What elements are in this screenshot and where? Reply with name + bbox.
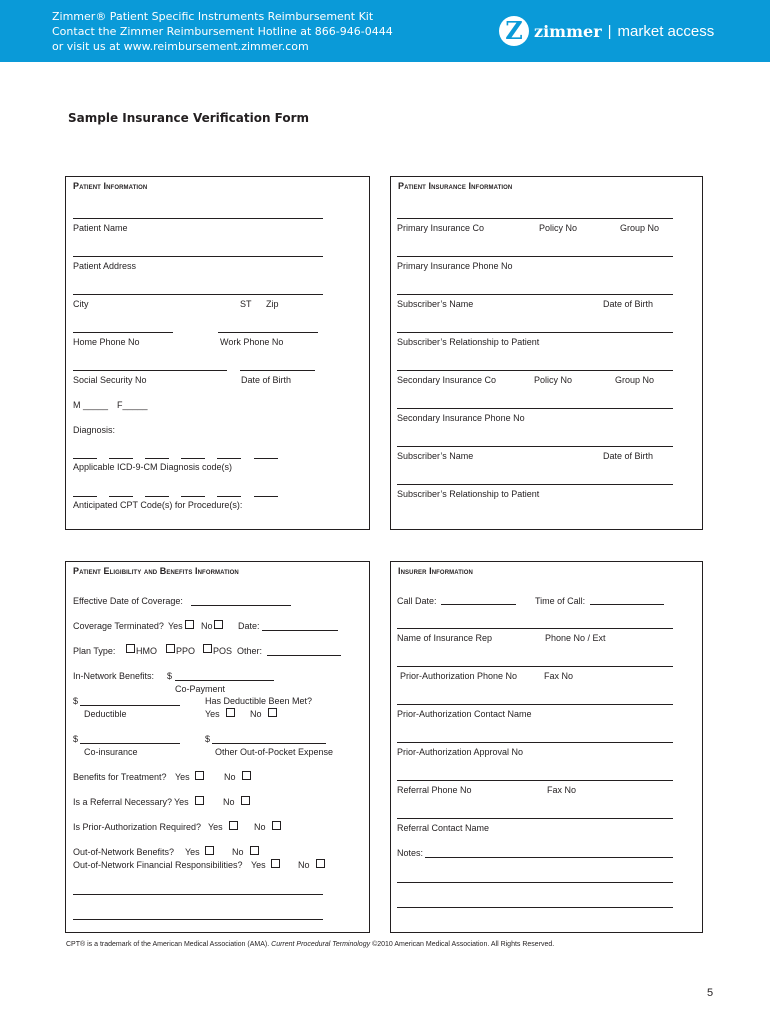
- footer-text: CPT® is a trademark of the American Medical Association (AMA).: [66, 941, 270, 948]
- deductible-yes-label: Yes: [205, 709, 220, 719]
- prior-auth-fax-label: Fax No: [544, 671, 574, 681]
- icd-code-line[interactable]: [109, 458, 133, 459]
- oon-benefits-no-label: No: [232, 847, 244, 857]
- patient-name-label: Patient Name: [73, 223, 128, 233]
- cpt-code-line[interactable]: [145, 496, 169, 497]
- city-line[interactable]: [73, 294, 323, 295]
- time-of-call-field[interactable]: [590, 604, 664, 605]
- oon-resp-yes-checkbox[interactable]: [271, 859, 280, 868]
- hmo-checkbox[interactable]: [126, 644, 135, 653]
- referral-yes-label: Yes: [174, 797, 189, 807]
- notes-line[interactable]: [397, 882, 673, 883]
- plan-other-label: Other:: [237, 646, 263, 656]
- treatment-yes-checkbox[interactable]: [195, 771, 204, 780]
- ppo-checkbox[interactable]: [166, 644, 175, 653]
- page-title: Sample Insurance Verification Form: [68, 111, 310, 125]
- deductible-no-label: No: [250, 709, 262, 719]
- plan-type-label: Plan Type:: [73, 646, 116, 656]
- footer-italic: Current Procedural Terminology: [271, 941, 371, 948]
- work-phone-label: Work Phone No: [220, 337, 284, 347]
- referral-contact-line[interactable]: [397, 818, 673, 819]
- prior-auth-phone-label: Prior-Authorization Phone No: [400, 671, 518, 681]
- deductible-dollar: $: [73, 696, 79, 706]
- kit-title: Zimmer® Patient Specific Instruments Reimbursement Kit: [52, 10, 374, 23]
- oon-benefits-yes-checkbox[interactable]: [205, 846, 214, 855]
- subscriber2-name-label: Subscriber’s Name: [397, 451, 474, 461]
- relationship2-label: Subscriber’s Relationship to Patient: [397, 489, 540, 499]
- subscriber-name-line[interactable]: [397, 294, 673, 295]
- hotline-text: Contact the Zimmer Reimbursement Hotline at 866-946-0444: [52, 25, 393, 38]
- ppo-label: PPO: [176, 646, 196, 656]
- st-label: ST: [240, 299, 252, 309]
- cpt-code-line[interactable]: [73, 496, 97, 497]
- deductible-met-label: Has Deductible Been Met?: [205, 696, 313, 706]
- time-of-call-label: Time of Call:: [535, 596, 586, 606]
- primary-group-label: Group No: [620, 223, 660, 233]
- call-date-field[interactable]: [441, 604, 516, 605]
- prior-auth-approval-label: Prior-Authorization Approval No: [397, 747, 524, 757]
- home-phone-line[interactable]: [73, 332, 173, 333]
- diagnosis-label: Diagnosis:: [73, 425, 116, 435]
- notes-label: Notes:: [397, 848, 424, 858]
- work-phone-line[interactable]: [218, 332, 318, 333]
- patient-insurance-heading: Patient Insurance Information: [398, 181, 513, 191]
- zip-label: Zip: [266, 299, 279, 309]
- deductible-no-checkbox[interactable]: [268, 708, 277, 717]
- primary-phone-line[interactable]: [397, 256, 673, 257]
- eligibility-heading: Patient Eligibility and Benefits Information: [73, 566, 239, 576]
- oon-benefits-no-checkbox[interactable]: [250, 846, 259, 855]
- hmo-label: HMO: [136, 646, 157, 656]
- effective-date-label: Effective Date of Coverage:: [73, 596, 183, 606]
- subscriber2-dob-label: Date of Birth: [603, 451, 654, 461]
- logo-separator: |: [607, 22, 612, 40]
- cpt-codes-label: Anticipated CPT Code(s) for Procedure(s):: [73, 500, 243, 510]
- benefits-treatment-label: Benefits for Treatment?: [73, 772, 167, 782]
- patient-dob-label: Date of Birth: [241, 375, 292, 385]
- icd-code-line[interactable]: [73, 458, 97, 459]
- deductible-label: Deductible: [84, 709, 127, 719]
- referral-no-checkbox[interactable]: [241, 796, 250, 805]
- ssn-line[interactable]: [73, 370, 227, 371]
- subscriber2-name-line[interactable]: [397, 446, 673, 447]
- treatment-no-checkbox[interactable]: [242, 771, 251, 780]
- male-field[interactable]: M _____: [73, 400, 109, 410]
- call-date-label: Call Date:: [397, 596, 437, 606]
- subscriber-name-label: Subscriber’s Name: [397, 299, 474, 309]
- treatment-no-label: No: [224, 772, 236, 782]
- icd-codes-label: Applicable ICD-9-CM Diagnosis code(s): [73, 462, 233, 472]
- effective-date-field[interactable]: [191, 605, 291, 606]
- subscriber-dob-label: Date of Birth: [603, 299, 654, 309]
- ssn-label: Social Security No: [73, 375, 147, 385]
- patient-name-line[interactable]: [73, 218, 323, 219]
- referral-needed-label: Is a Referral Necessary?: [73, 797, 173, 807]
- notes-line[interactable]: [425, 857, 673, 858]
- secondary-insurance-label: Secondary Insurance Co: [397, 375, 497, 385]
- page-number: 5: [707, 987, 714, 999]
- relationship2-line[interactable]: [397, 484, 673, 485]
- referral-phone-line[interactable]: [397, 780, 673, 781]
- patient-address-line[interactable]: [73, 256, 323, 257]
- cpt-code-line[interactable]: [181, 496, 205, 497]
- oop-dollar: $: [205, 734, 211, 744]
- icd-code-line[interactable]: [145, 458, 169, 459]
- oon-resp-no-checkbox[interactable]: [316, 859, 325, 868]
- icd-code-line[interactable]: [181, 458, 205, 459]
- cpt-code-line[interactable]: [109, 496, 133, 497]
- coinsurance-field[interactable]: [80, 743, 180, 744]
- coinsurance-label: Co-insurance: [84, 747, 138, 757]
- prior-auth-yes-checkbox[interactable]: [229, 821, 238, 830]
- terminated-date-field[interactable]: [262, 630, 338, 631]
- oon-resp-yes-label: Yes: [251, 860, 266, 870]
- cpt-code-line[interactable]: [217, 496, 241, 497]
- coinsurance-dollar: $: [73, 734, 79, 744]
- oon-benefits-label: Out-of-Network Benefits?: [73, 847, 175, 857]
- prior-auth-contact-label: Prior-Authorization Contact Name: [397, 709, 532, 719]
- coverage-no-label: No: [201, 621, 213, 631]
- referral-contact-label: Referral Contact Name: [397, 823, 490, 833]
- primary-insurance-line[interactable]: [397, 218, 673, 219]
- relationship-line[interactable]: [397, 332, 673, 333]
- relationship-label: Subscriber’s Relationship to Patient: [397, 337, 540, 347]
- prior-auth-approval-line[interactable]: [397, 742, 673, 743]
- eligibility-notes-line[interactable]: [73, 919, 323, 920]
- icd-code-line[interactable]: [254, 458, 278, 459]
- city-label: City: [73, 299, 89, 309]
- oon-responsibilities-label: Out-of-Network Financial Responsibilities?: [73, 860, 243, 870]
- copay-dollar: $: [167, 671, 173, 681]
- oop-label: Other Out-of-Pocket Expense: [215, 747, 334, 757]
- oon-benefits-yes-label: Yes: [185, 847, 200, 857]
- secondary-group-label: Group No: [615, 375, 655, 385]
- referral-yes-checkbox[interactable]: [195, 796, 204, 805]
- rep-name-label: Name of Insurance Rep: [397, 633, 493, 643]
- zimmer-logo: [499, 14, 714, 48]
- prior-auth-yes-label: Yes: [208, 822, 223, 832]
- primary-phone-label: Primary Insurance Phone No: [397, 261, 513, 271]
- header-text: [52, 9, 393, 54]
- female-field[interactable]: F_____: [117, 400, 148, 410]
- logo-tagline: market access: [617, 22, 715, 40]
- pos-checkbox[interactable]: [203, 644, 212, 653]
- prior-auth-required-label: Is Prior-Authorization Required?: [73, 822, 202, 832]
- eligibility-notes-line[interactable]: [73, 894, 323, 895]
- website-text: or visit us at www.reimbursement.zimmer.com: [52, 40, 309, 53]
- icd-code-line[interactable]: [217, 458, 241, 459]
- prior-auth-contact-line[interactable]: [397, 704, 673, 705]
- cpt-trademark-notice: [66, 941, 554, 948]
- notes-line[interactable]: [397, 907, 673, 908]
- copayment-field[interactable]: [175, 680, 274, 681]
- referral-fax-label: Fax No: [547, 785, 577, 795]
- home-phone-label: Home Phone No: [73, 337, 140, 347]
- footer-copyright: ©2010 American Medical Association. All Rights Reserved.: [372, 941, 555, 948]
- coverage-yes-checkbox[interactable]: [185, 620, 194, 629]
- prior-auth-no-label: No: [254, 822, 266, 832]
- patient-dob-line[interactable]: [240, 370, 315, 371]
- rep-phone-label: Phone No / Ext: [545, 633, 606, 643]
- coverage-yes-label: Yes: [168, 621, 183, 631]
- prior-auth-no-checkbox[interactable]: [272, 821, 281, 830]
- secondary-phone-line[interactable]: [397, 408, 673, 409]
- coverage-no-checkbox[interactable]: [214, 620, 223, 629]
- rep-name-line[interactable]: [397, 628, 673, 629]
- pos-label: POS: [213, 646, 233, 656]
- plan-other-field[interactable]: [267, 655, 341, 656]
- copayment-label: Co-Payment: [175, 684, 226, 694]
- referral-phone-label: Referral Phone No: [397, 785, 472, 795]
- secondary-policy-label: Policy No: [534, 375, 573, 385]
- prior-auth-phone-line[interactable]: [397, 666, 673, 667]
- secondary-phone-label: Secondary Insurance Phone No: [397, 413, 525, 423]
- in-network-label: In-Network Benefits:: [73, 671, 155, 681]
- terminated-date-label: Date:: [238, 621, 260, 631]
- patient-address-label: Patient Address: [73, 261, 137, 271]
- primary-insurance-label: Primary Insurance Co: [397, 223, 485, 233]
- deductible-yes-checkbox[interactable]: [226, 708, 235, 717]
- treatment-yes-label: Yes: [175, 772, 190, 782]
- referral-no-label: No: [223, 797, 235, 807]
- oop-field[interactable]: [212, 743, 326, 744]
- oon-resp-no-label: No: [298, 860, 310, 870]
- patient-info-heading: Patient Information: [73, 181, 148, 191]
- zimmer-logo-icon: Z: [499, 16, 529, 46]
- secondary-insurance-line[interactable]: [397, 370, 673, 371]
- primary-policy-label: Policy No: [539, 223, 578, 233]
- logo-brand: zimmer: [534, 21, 602, 41]
- insurer-heading: Insurer Information: [398, 566, 473, 576]
- deductible-field[interactable]: [80, 705, 180, 706]
- cpt-code-line[interactable]: [254, 496, 278, 497]
- header-banner: [0, 0, 770, 62]
- coverage-terminated-label: Coverage Terminated?: [73, 621, 164, 631]
